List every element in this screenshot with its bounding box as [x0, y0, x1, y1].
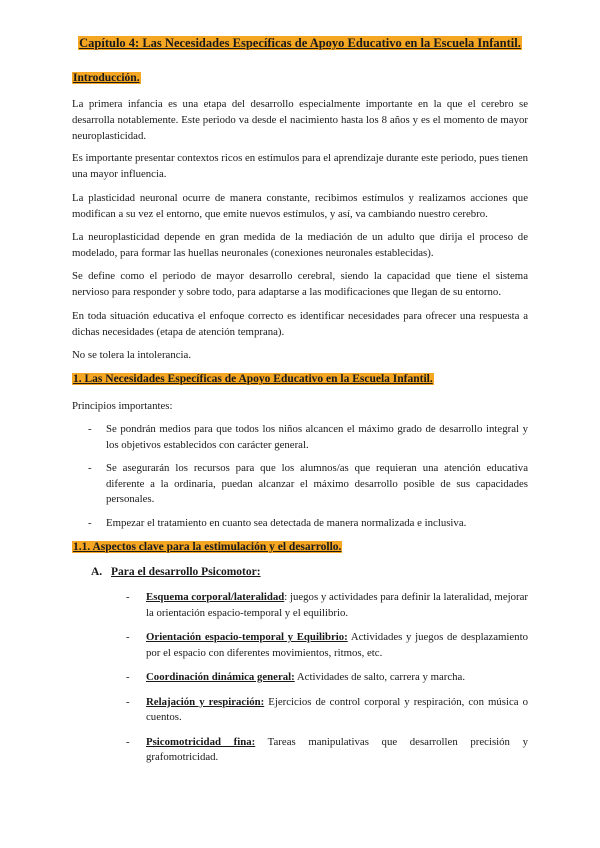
list-item: - Se pondrán medios para que todos los niños alcancen el máximo grado de desarrollo integral y los objetivos establecidos con carácter general.: [88, 423, 528, 451]
intro-paragraph-2: Es importante presentar contextos ricos en estímulos para el aprendizaje durante este periodo, pues tienen una mayor influencia.: [72, 152, 529, 180]
intro-paragraph-1: La primera infancia es una etapa del desarrollo especialmente importante en la que el cerebro se desarrolla notablemente. Este periodo va desde el nacimiento hasta los 8 años y es el momento de mayor neuroplasticidad.: [72, 98, 528, 142]
chapter-title: [0, 36, 600, 51]
item-term: Orientación espacio-temporal y Equilibrio:: [146, 631, 348, 643]
principles-intro: Principios importantes:: [72, 400, 173, 412]
item-term: Psicomotricidad fina:: [146, 735, 256, 748]
list-item: - Relajación y respiración: Ejercicios de control corporal y respiración, con música o cuentos.: [126, 695, 528, 723]
dash-bullet: -: [88, 462, 92, 474]
list-item: - Empezar el tratamiento en cuanto sea detectada de manera normalizada e inclusiva.: [72, 516, 528, 532]
list-item: - Se asegurarán los recursos para que los alumnos/as que requieran una atención educativa diferente a la ordinaria, puedan alcanzar el máximo desarrollo posible de sus capacidades personales.: [88, 462, 528, 505]
dash-bullet: -: [88, 423, 92, 435]
intro-paragraph-7: No se tolera la intolerancia.: [72, 349, 192, 361]
psychomotor-list: [126, 590, 528, 766]
list-item: - Esquema corporal/lateralidad: juegos y actividades para definir la lateralidad, mejorar la orientación espacio-temporal y el equilibrio.: [126, 591, 528, 619]
list-item: - Orientación espacio-temporal y Equilibrio: Actividades y juegos de desplazamiento por el espacio con diferentes movimientos, ritmos, etc.: [126, 631, 528, 659]
list-item: - Psicomotricidad fina: Tareas manipulativas que desarrollen precisión y grafomotricidad.: [126, 735, 529, 763]
intro-heading: Introducción.: [73, 72, 140, 84]
dash-bullet: -: [126, 695, 130, 708]
chapter-title-text: Capítulo 4: Las Necesidades Específicas de Apoyo Educativo en la Escuela Infantil.: [79, 36, 521, 50]
principles-list: [72, 422, 528, 531]
dash-bullet: -: [88, 516, 92, 529]
section-1-1-heading: 1.1. Aspectos clave para la estimulación y el desarrollo.: [73, 541, 342, 553]
intro-paragraph-6: En toda situación educativa el enfoque correcto es identificar necesidades para ofrecer una respuesta a dichas necesidades (etapa de atención temprana).: [72, 310, 528, 338]
intro-paragraph-5: Se define como el periodo de mayor desarrollo cerebral, siendo la capacidad que tiene el sistema nervioso para responder y sobre todo, para adaptarse a las modificaciones que llegan de su entorno.: [72, 270, 528, 298]
dash-bullet: -: [126, 735, 130, 748]
item-term: Coordinación dinámica general:: [146, 671, 295, 683]
list-item: - Coordinación dinámica general: Actividades de salto, carrera y marcha.: [126, 670, 528, 686]
subsection-a-heading: A. Para el desarrollo Psicomotor:: [91, 566, 261, 578]
intro-paragraph-3: La plasticidad neuronal ocurre de manera constante, recibimos estímulos y realizamos acciones que modifican a su vez el entorno, que emite nuevos estímulos, y así, va cambiando nuestro cerebro.: [72, 192, 528, 220]
dash-bullet: -: [126, 631, 130, 643]
section-1-heading: 1. Las Necesidades Específicas de Apoyo Educativo en la Escuela Infantil.: [73, 373, 433, 385]
item-term: Esquema corporal/lateralidad: [146, 591, 285, 603]
dash-bullet: -: [126, 591, 130, 603]
item-term: Relajación y respiración:: [146, 695, 265, 708]
dash-bullet: -: [126, 671, 130, 683]
intro-paragraph-4: La neuroplasticidad depende en gran medida de la mediación de un adulto que dirija el proceso de modelado, para formar las huellas neuronales (conexiones neuronales establecidas).: [72, 231, 528, 259]
